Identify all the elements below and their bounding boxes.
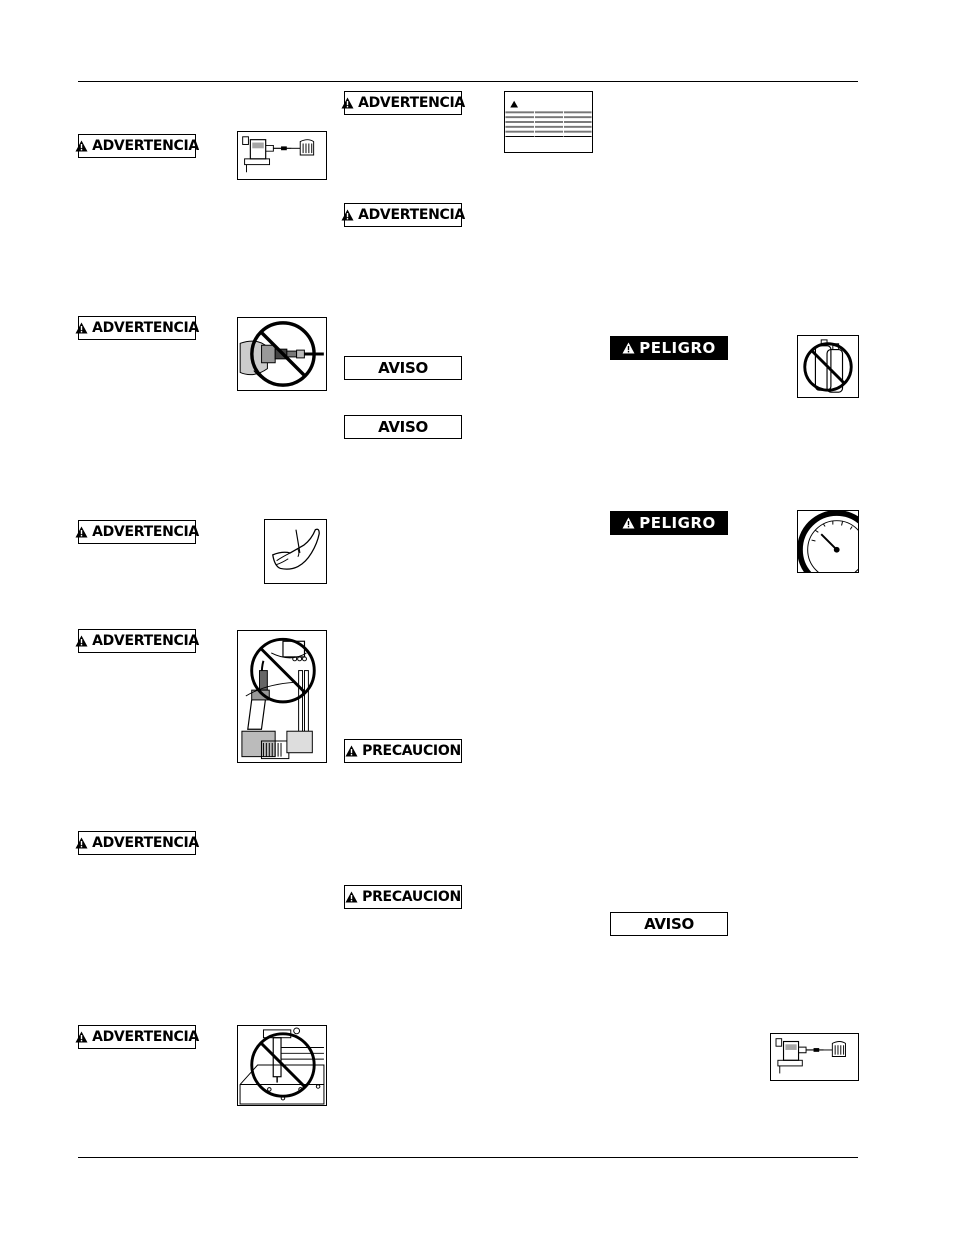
footer-rule bbox=[78, 1157, 858, 1158]
warning-triangle-icon bbox=[622, 342, 635, 354]
advertencia-text: ADVERTENCIA bbox=[92, 524, 199, 540]
peligro-label bbox=[610, 511, 728, 535]
advertencia-text: ADVERTENCIA bbox=[358, 95, 465, 111]
precaucion-label bbox=[344, 885, 462, 909]
no-gas-bottle-illustration bbox=[797, 335, 859, 398]
aviso-label bbox=[344, 356, 462, 380]
warning-triangle-icon bbox=[75, 1031, 88, 1043]
pressure-gauge-illustration bbox=[797, 510, 859, 573]
aviso-text: AVISO bbox=[644, 915, 694, 933]
warning-triangle-icon bbox=[622, 517, 635, 529]
advertencia-label bbox=[344, 203, 465, 227]
peligro-label bbox=[610, 336, 728, 360]
header-rule bbox=[78, 81, 858, 82]
advertencia-label bbox=[78, 831, 199, 855]
warning-label-illustration bbox=[504, 91, 593, 153]
warning-triangle-icon bbox=[341, 209, 354, 221]
peligro-text: PELIGRO bbox=[639, 339, 716, 357]
warning-triangle-icon bbox=[75, 322, 88, 334]
warning-triangle-icon bbox=[345, 745, 358, 757]
advertencia-text: ADVERTENCIA bbox=[92, 835, 199, 851]
no-lift-by-hose-illustration bbox=[237, 630, 327, 763]
warning-triangle-icon bbox=[75, 140, 88, 152]
hand-injury-illustration bbox=[264, 519, 327, 584]
warning-triangle-icon bbox=[75, 837, 88, 849]
precaucion-text: PRECAUCION bbox=[362, 889, 461, 905]
aviso-text: AVISO bbox=[378, 418, 428, 436]
warning-triangle-icon bbox=[75, 526, 88, 538]
warning-triangle-icon bbox=[345, 891, 358, 903]
advertencia-text: ADVERTENCIA bbox=[92, 320, 199, 336]
warning-triangle-icon bbox=[75, 635, 88, 647]
advertencia-label bbox=[78, 520, 199, 544]
advertencia-label bbox=[344, 91, 465, 115]
advertencia-label bbox=[78, 134, 199, 158]
peligro-text: PELIGRO bbox=[639, 514, 716, 532]
advertencia-text: ADVERTENCIA bbox=[92, 1029, 199, 1045]
advertencia-text: ADVERTENCIA bbox=[92, 138, 199, 154]
aviso-text: AVISO bbox=[378, 359, 428, 377]
advertencia-text: ADVERTENCIA bbox=[358, 207, 465, 223]
aviso-label bbox=[344, 415, 462, 439]
precaucion-label bbox=[344, 739, 462, 763]
no-disconnect-illustration bbox=[237, 317, 327, 391]
nailer-hose-illustration bbox=[237, 131, 327, 180]
advertencia-label bbox=[78, 629, 199, 653]
no-drive-illustration bbox=[237, 1025, 327, 1106]
warning-triangle-icon bbox=[341, 97, 354, 109]
aviso-label bbox=[610, 912, 728, 936]
precaucion-text: PRECAUCION bbox=[362, 743, 461, 759]
advertencia-text: ADVERTENCIA bbox=[92, 633, 199, 649]
advertencia-label bbox=[78, 1025, 199, 1049]
nailer-hose-illustration bbox=[770, 1033, 859, 1081]
advertencia-label bbox=[78, 316, 199, 340]
